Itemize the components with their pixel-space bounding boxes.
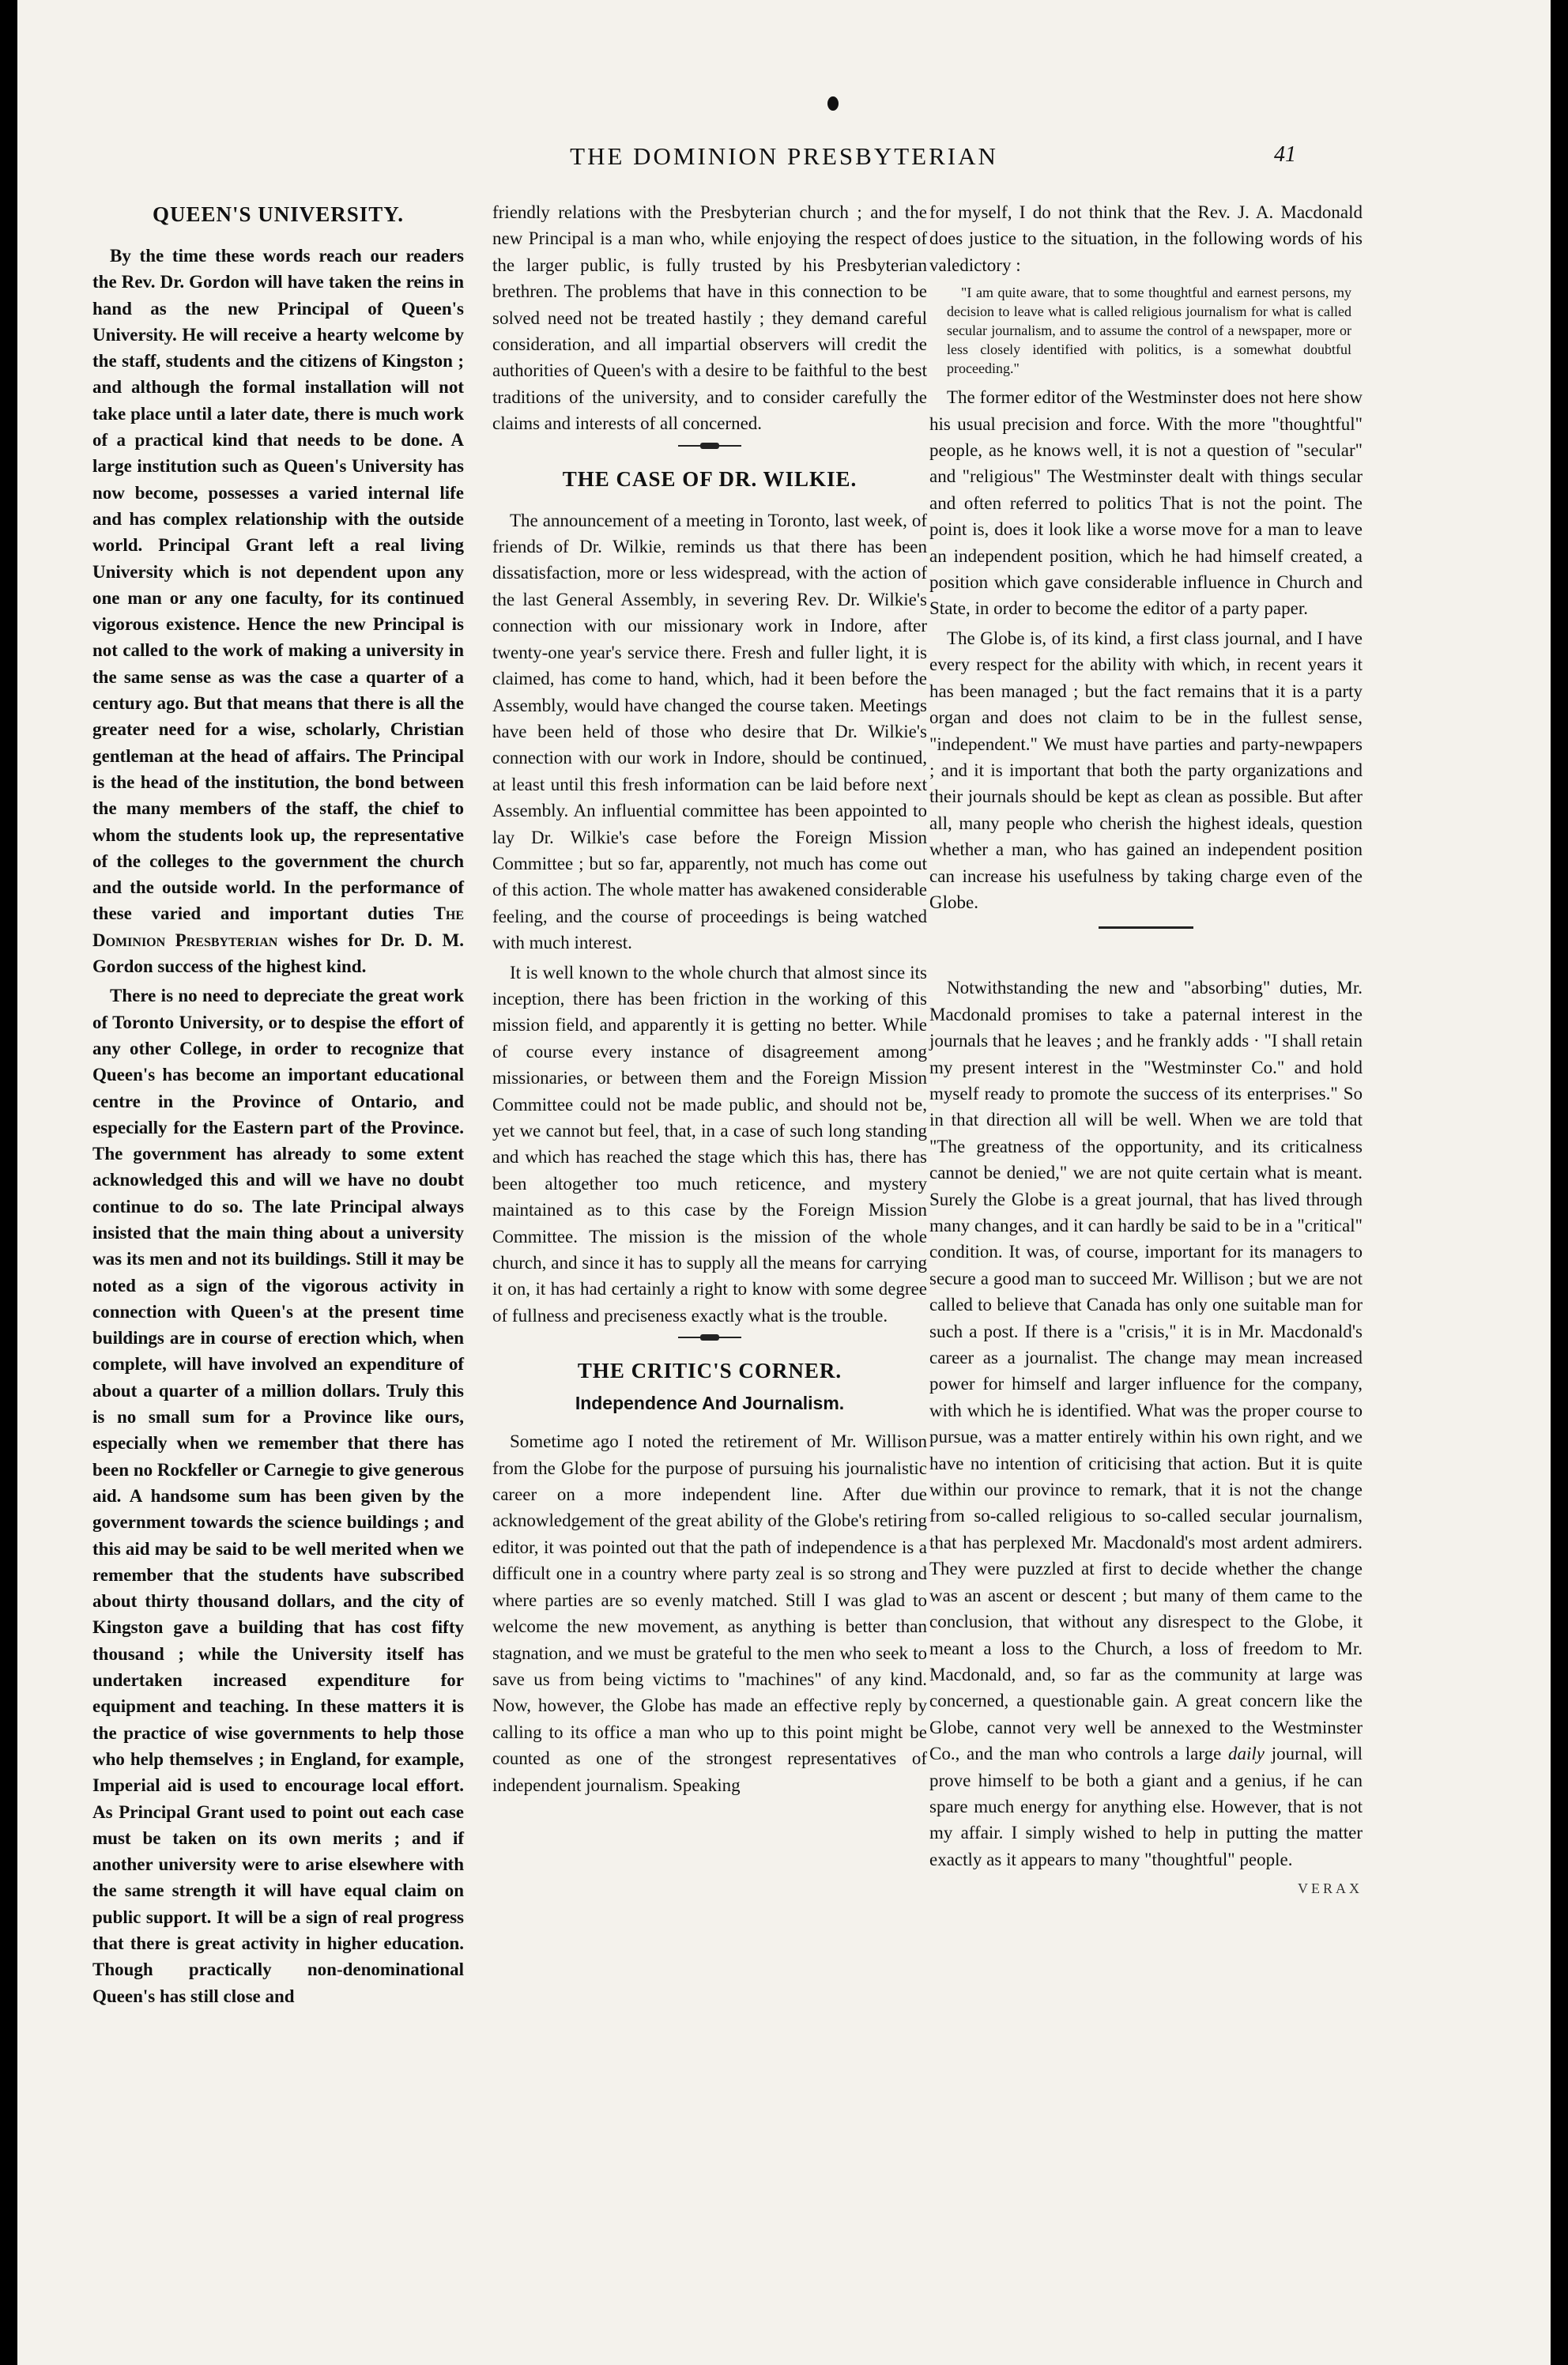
article-heading-wilkie: THE CASE OF DR. WILKIE. — [562, 466, 858, 491]
article-paragraph: friendly relations with the Presbyterian church ; and the new Principal is a man who, while enjoying the respect of the larger public, is fully trusted by his Presbyterian brethren. The problems that have in this connection to be solved need not be treated hastily ; they demand careful consideration, and all impartial observers will credit the authorities of Queen's with a desire to be faithful to the best traditions of the university, and to consider carefully the claims and interests of all concerned. — [492, 202, 927, 434]
article-paragraph: The Globe is, of its kind, a first class journal, and I have every respect for the ability with which, in recent years it has been managed ; but the fact remains that it is a party organ and does not claim to be in the fullest sense, "independent." We must have parties and party-newpapers ; and it is important that both the party organizations and their journals should be kept as clean as possible. But after all, many people who cherish the highest ideals, question whether a man, who has gained an independent position can increase his usefulness by taking charge even of the Globe. — [929, 628, 1363, 912]
paragraph-text: wishes for Dr. D. M. Gordon success of the highest kind. — [92, 930, 464, 977]
paragraph-text: journal, will prove himself to be both a giant and a genius, if he can spare much energy for anything else. However, that is not my affair. I simply wished to help in putting the matter exactly as it appears to many "thoughtful" people. — [929, 1744, 1363, 1869]
block-quote: "I am quite aware, that to some thoughtful and earnest persons, my decision to leave what is called religious journalism for what is called secular journalism, and to assume the control of a newspaper, more or less closely identified with politics, is a somewhat doubtful proceeding." — [947, 285, 1351, 377]
paragraph-text: Notwithstanding the new and "absorbing" duties, Mr. Macdonald promises to take a paternal interest in the journals that he leaves ; and he frankly adds · "I shall retain my present interest in the "Westminster Co." and hold myself ready to promote the success of its enterprises." So in that direction all will be well. When we are told that "The greatness of the opportunity, and its criticalness cannot be denied," we are not quite certain what is meant. Surely the Globe is a great journal, that has lived through many changes, and it can hardly be said to be in a "critical" condition. It was, of course, important for its managers to secure a good man to succeed Mr. Willison ; but we are not called to believe that Canada has only one suitable man for such a post. If there is a "crisis," it is in Mr. Macdonald's career as a journalist. The change may mean increased power for himself and larger influence for the company, with which he is identified. What was the proper course to pursue, was a matter entirely within his own right, and we have no intention of criticising that action. But it is quite within our province to remark, that it is not the change from so-called religious to so-called secular journalism, that has perplexed Mr. Macdonald's most ardent admirers. They were puzzled at first to decide whether the change was an ascent or descent ; but many of them came to the conclusion, that without any disrespect to the Globe, it meant a loss to the Church, a loss of freedom to Mr. Macdonald, and, so far as the community at large was concerned, a questionable gain. A great concern like the Globe, cannot very well be annexed to the Westminster Co., and the man who controls a large — [929, 978, 1363, 1764]
section-separator — [678, 1337, 741, 1338]
paragraph-text: By the time these words reach our readers the Rev. Dr. Gordon will have taken the reins in hand as the new Principal of Queen's University. He will receive a hearty welcome by the staff, students and the citizens of Kingston ; and although the formal installation will not take place until a later date, there is much work of a practical kind that needs to be done. A large institution such as Queen's University has now become, possesses a varied internal life and has complex relationship with the outside world. Principal Grant left a real living University which is not dependent upon any one man or any one faculty, for its continued vigorous existence. Hence the new Principal is not called to the work of making a university in the same sense as was the case a quarter of a century ago. But that means that there is all the greater need for a wise, scholarly, Christian gentleman at the head of affairs. The Principal is the head of the institution, the bond between the many members of the staff, the chief to whom the students look up, the representative of the colleges to the government the church and the outside world. In the performance of these varied and important duties — [92, 246, 464, 924]
column-1 — [92, 199, 464, 2012]
article-paragraph: for myself, I do not think that the Rev. J. A. Macdonald does justice to the situation, in the following words of his valedictory : — [929, 202, 1363, 275]
article-paragraph: There is no need to depreciate the great work of Toronto University, or to despise the effort of any other College, in order to recognize that Queen's has become an important educational centre in the Province of Ontario, and especially for the Eastern part of the Province. The government has already to some extent acknowledged this and will we have no doubt continue to do so. The late Principal always insisted that the main thing about a university was its men and not its buildings. Still it may be noted as a sign of the vigorous activity in connection with Queen's at the present time buildings are in course of erection which, when complete, will have involved an expenditure of about a quarter of a million dollars. Truly this is no small sum for a Province like ours, especially when we remember that there has been no Rockfeller or Carnegie to give generous aid. A handsome sum has been given by the government towards the science buildings ; and this aid may be said to be well merited when we remember that the students have subscribed about thirty thousand dollars, and the city of Kingston gave a building that has cost fifty thousand ; while the University itself has undertaken increased expenditure for equipment and teaching. In these matters it is the practice of wise governments to help those who help themselves ; in England, for example, Imperial aid is used to encourage local effort. As Principal Grant used to point out each case must be taken on its own merits ; and if another university were to arise elsewhere with the same strength it will have equal claim on public support. It will be a sign of real progress that there is great activity in higher education. Though practically non-denominational Queen's has still close and — [92, 986, 464, 2006]
page-number: 41 — [1274, 142, 1296, 167]
author-signature: VERAX — [1298, 1880, 1363, 1897]
article-paragraph: The announcement of a meeting in Toronto, last week, of friends of Dr. Wilkie, reminds us that there has been dissatisfaction, more or less widespread, with the action of the last General Assembly, in severing Rev. Dr. Wilkie's connection with our missionary work in Indore, after twenty-one year's service there. Fresh and fuller light, it is claimed, has come to hand, which, had it been before the Assembly, would have changed the course taken. Meetings have been held of those who desire that Dr. Wilkie's connection with our work in Indore, should be continued, at least until this fresh information can be laid before next Assembly. An influential committee has been appointed to lay Dr. Wilkie's case before the Foreign Mission Committee ; but so far, apparently, not much has come out of this action. The whole matter has awakened considerable feeling, and the course of proceedings is being watched with much interest. — [492, 510, 927, 953]
ornament-dot — [827, 96, 839, 111]
emphasis-text: daily — [1228, 1744, 1265, 1764]
column-2 — [492, 199, 927, 1801]
section-rule — [1099, 926, 1193, 929]
article-paragraph: It is well known to the whole church that almost since its inception, there has been friction in the working of this mission field, and apparently it is getting no better. While of course every instance of disagreement among missionaries, or between them and the Foreign Mission Committee could not be made public, and should not be, yet we cannot but feel, that, in a case of such long standing and which has reached the stage which this has, there has been altogether too much reticence, and mystery maintained as to this case by the Foreign Mission Committee. The mission is the mission of the whole church, and since it has to supply all the means for carrying it on, it has had certainly a right to know with some degree of fullness and preciseness exactly what is the trouble. — [492, 962, 927, 1326]
article-paragraph — [92, 243, 464, 979]
article-paragraph: Sometime ago I noted the retirement of Mr. Willison from the Globe for the purpose of pursuing his journalistic career on a more independent line. After due acknowledgement of the great ability of the Globe's retiring editor, it was pointed out that the path of independence is a difficult one in a country where party zeal is so strong and where parties are so evenly matched. Still I was glad to welcome the new movement, as anything is better than stagnation, and we must be grateful to the men who seek to save us from being victims to "machines" of any kind. Now, however, the Globe has made an effective reply by calling to its office a man who up to this point might be counted as one of the strongest representatives of independent journalism. Speaking — [492, 1431, 927, 1795]
running-head: THE DOMINION PRESBYTERIAN — [570, 142, 998, 170]
article-heading-critics-corner: THE CRITIC'S CORNER. — [577, 1359, 842, 1383]
column-3 — [929, 199, 1363, 1897]
article-subheading: Independence And Journalism. — [575, 1393, 845, 1414]
article-paragraph: The former editor of the Westminster does not here show his usual precision and force. With the more "thoughtful" people, as he knows well, it is not a question of "secular" and "religious" The Westminster dealt with things secular and often referred to politics That is not the point. The point is, does it look like a worse move for a man to leave an independent position, which he had himself created, a position which gave considerable influence in Church and State, in order to become the editor of a party paper. — [929, 387, 1363, 619]
newspaper-page — [17, 0, 1551, 2365]
article-paragraph — [929, 975, 1363, 1873]
article-heading-queens: QUEEN'S UNIVERSITY. — [152, 202, 405, 226]
journal-name: The Dominion Presbyterian — [92, 903, 465, 950]
section-separator — [678, 445, 741, 447]
